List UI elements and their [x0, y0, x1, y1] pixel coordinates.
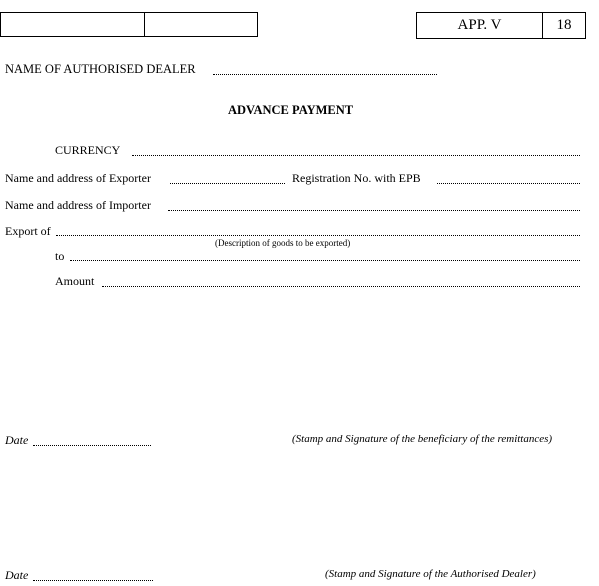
dealer-date-label: Date: [5, 568, 29, 582]
registration-label: Registration No. with EPB: [292, 171, 421, 185]
amount-field[interactable]: [102, 286, 580, 287]
beneficiary-date-field[interactable]: [33, 445, 151, 446]
dealer-signature-caption: (Stamp and Signature of the Authorised Dealer): [325, 568, 536, 580]
beneficiary-date-label: Date: [5, 433, 29, 447]
exporter-field[interactable]: [170, 183, 285, 184]
importer-field[interactable]: [168, 210, 580, 211]
dealer-name-field[interactable]: [213, 74, 437, 75]
dealer-date-field[interactable]: [33, 580, 153, 581]
destination-field[interactable]: [70, 260, 580, 261]
page-title: ADVANCE PAYMENT: [228, 103, 354, 117]
goods-description-note: (Description of goods to be exported): [215, 238, 351, 248]
dealer-name-label: NAME OF AUTHORISED DEALER: [5, 62, 196, 76]
export-label: Export of: [5, 224, 51, 238]
appendix-label-cell: [417, 13, 543, 38]
appendix-number-cell: [543, 13, 585, 38]
appendix-label: APP. V: [457, 17, 502, 33]
importer-label: Name and address of Importer: [5, 198, 151, 212]
to-label: to: [55, 249, 65, 263]
reference-box-right[interactable]: [145, 13, 257, 36]
amount-label: Amount: [55, 274, 95, 288]
appendix-box: [416, 12, 586, 39]
export-goods-field[interactable]: [56, 235, 580, 236]
currency-label: CURRENCY: [55, 143, 121, 157]
appendix-number: 18: [556, 17, 572, 33]
reference-box-left[interactable]: [1, 13, 145, 36]
currency-field[interactable]: [132, 155, 580, 156]
beneficiary-signature-caption: (Stamp and Signature of the beneficiary of the remittances): [292, 433, 553, 445]
reference-box-group: [0, 12, 258, 37]
exporter-label: Name and address of Exporter: [5, 171, 151, 185]
registration-field[interactable]: [437, 183, 580, 184]
